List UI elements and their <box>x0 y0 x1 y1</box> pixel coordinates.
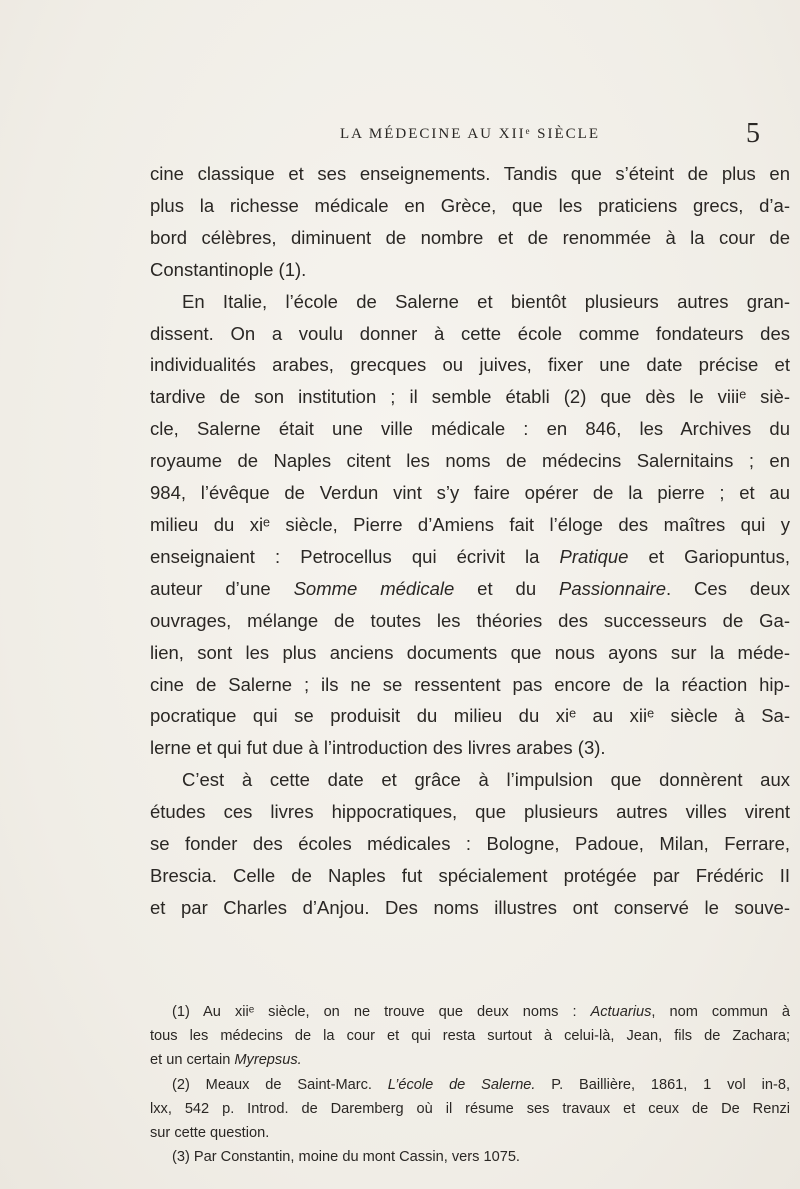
text-line: et par Charles d’Anjou. Des noms illustres ont conservé le souve- <box>150 896 790 918</box>
footnote-1 <box>150 1000 790 1024</box>
text-line: lerne et qui fut due à l’introduction des livres arabes (3). <box>150 737 606 759</box>
text-line: pocratique qui se produisit du milieu du xiᵉ au xiiᵉ siècle à Sa- <box>150 705 790 727</box>
text-line: dissent. On a voulu donner à cette école comme fondateurs des <box>150 322 790 344</box>
footnote-text: (1) Au xiiᵉ siècle, on ne trouve que deux noms : <box>172 1004 591 1020</box>
text-line: royaume de Naples citent les noms de médecins Salernitains ; en <box>150 450 790 472</box>
text-line <box>150 541 790 573</box>
footnote-italic: Myrepsus. <box>234 1052 302 1069</box>
footnote-text: et un certain <box>150 1052 235 1069</box>
body-text <box>150 158 790 924</box>
footnote-2 <box>150 1073 790 1097</box>
text-fragment: et Gariopuntus, <box>628 545 790 567</box>
running-head <box>150 118 790 148</box>
footnote-1-line: tous les médecins de la cour et qui resta surtout à celui-là, Jean, fils de Zachara; <box>150 1028 790 1045</box>
text-line: plus la richesse médicale en Grèce, que les praticiens grecs, d’a- <box>150 194 790 216</box>
footnote-text: , nom commun à <box>651 1004 790 1020</box>
text-line: milieu du xiᵉ siècle, Pierre d’Amiens fait l’éloge des maîtres qui y <box>150 513 790 535</box>
text-line: C’est à cette date et grâce à l’impulsion que donnèrent aux <box>182 769 790 791</box>
running-title: LA MÉDECINE AU XIIᵉ SIÈCLE <box>340 126 600 142</box>
text-line: bord célèbres, diminuent de nombre et de renommée à la cour de <box>150 226 790 248</box>
text-line: Brescia. Celle de Naples fut spécialement protégée par Frédéric II <box>150 864 790 886</box>
text-line: individualités arabes, grecques ou juives, fixer une date précise et <box>150 354 790 376</box>
text-fragment: enseignaient : Petrocellus qui écrivit la <box>150 545 560 567</box>
footnote-text: P. Baillière, 1861, 1 vol in-8, <box>535 1076 790 1093</box>
text-line: cle, Salerne était une ville médicale : en 846, les Archives du <box>150 418 790 440</box>
text-fragment: et du <box>454 577 560 599</box>
footnote-2-line: lxx, 542 p. Introd. de Daremberg où il résume ses travaux et ceux de De Renzi <box>150 1100 790 1117</box>
footnotes <box>150 1000 790 1169</box>
title-passionnaire: Passionnaire <box>559 577 666 599</box>
text-line: cine classique et ses enseignements. Tandis que s’éteint de plus en <box>150 163 790 184</box>
footnote-italic: Actuarius <box>590 1004 652 1020</box>
page-number: 5 <box>746 118 760 149</box>
text-fragment: . Ces deux <box>665 577 790 599</box>
text-line <box>150 573 790 605</box>
text-fragment: auteur d’une <box>150 577 294 599</box>
text-line: ouvrages, mélange de toutes les théories des successeurs de Ga- <box>150 609 790 631</box>
footnote-italic: L’école de Salerne. <box>387 1076 536 1093</box>
footnote-1-line <box>150 1048 790 1072</box>
text-line: se fonder des écoles médicales : Bologne, Padoue, Milan, Ferrare, <box>150 833 790 855</box>
footnote-3: (3) Par Constantin, moine du mont Cassin, vers 1075. <box>172 1149 520 1166</box>
text-line: Constantinople (1). <box>150 258 307 280</box>
footnote-2-line: sur cette question. <box>150 1125 270 1142</box>
text-line: tardive de son institution ; il semble établi (2) que dès le viiiᵉ siè- <box>150 386 790 408</box>
text-line: études ces livres hippocratiques, que plusieurs autres villes virent <box>150 801 790 823</box>
footnote-text: (2) Meaux de Saint-Marc. <box>172 1076 388 1093</box>
text-line: En Italie, l’école de Salerne et bientôt plusieurs autres gran- <box>182 290 790 312</box>
text-line: 984, l’évêque de Verdun vint s’y faire opérer de la pierre ; et au <box>150 482 790 504</box>
text-line: cine de Salerne ; ils ne se ressentent pas encore de la réaction hip- <box>150 673 790 695</box>
title-pratique: Pratique <box>559 545 629 567</box>
title-somme-medicale: Somme médicale <box>293 577 455 599</box>
text-line: lien, sont les plus anciens documents que nous ayons sur la méde- <box>150 641 790 663</box>
